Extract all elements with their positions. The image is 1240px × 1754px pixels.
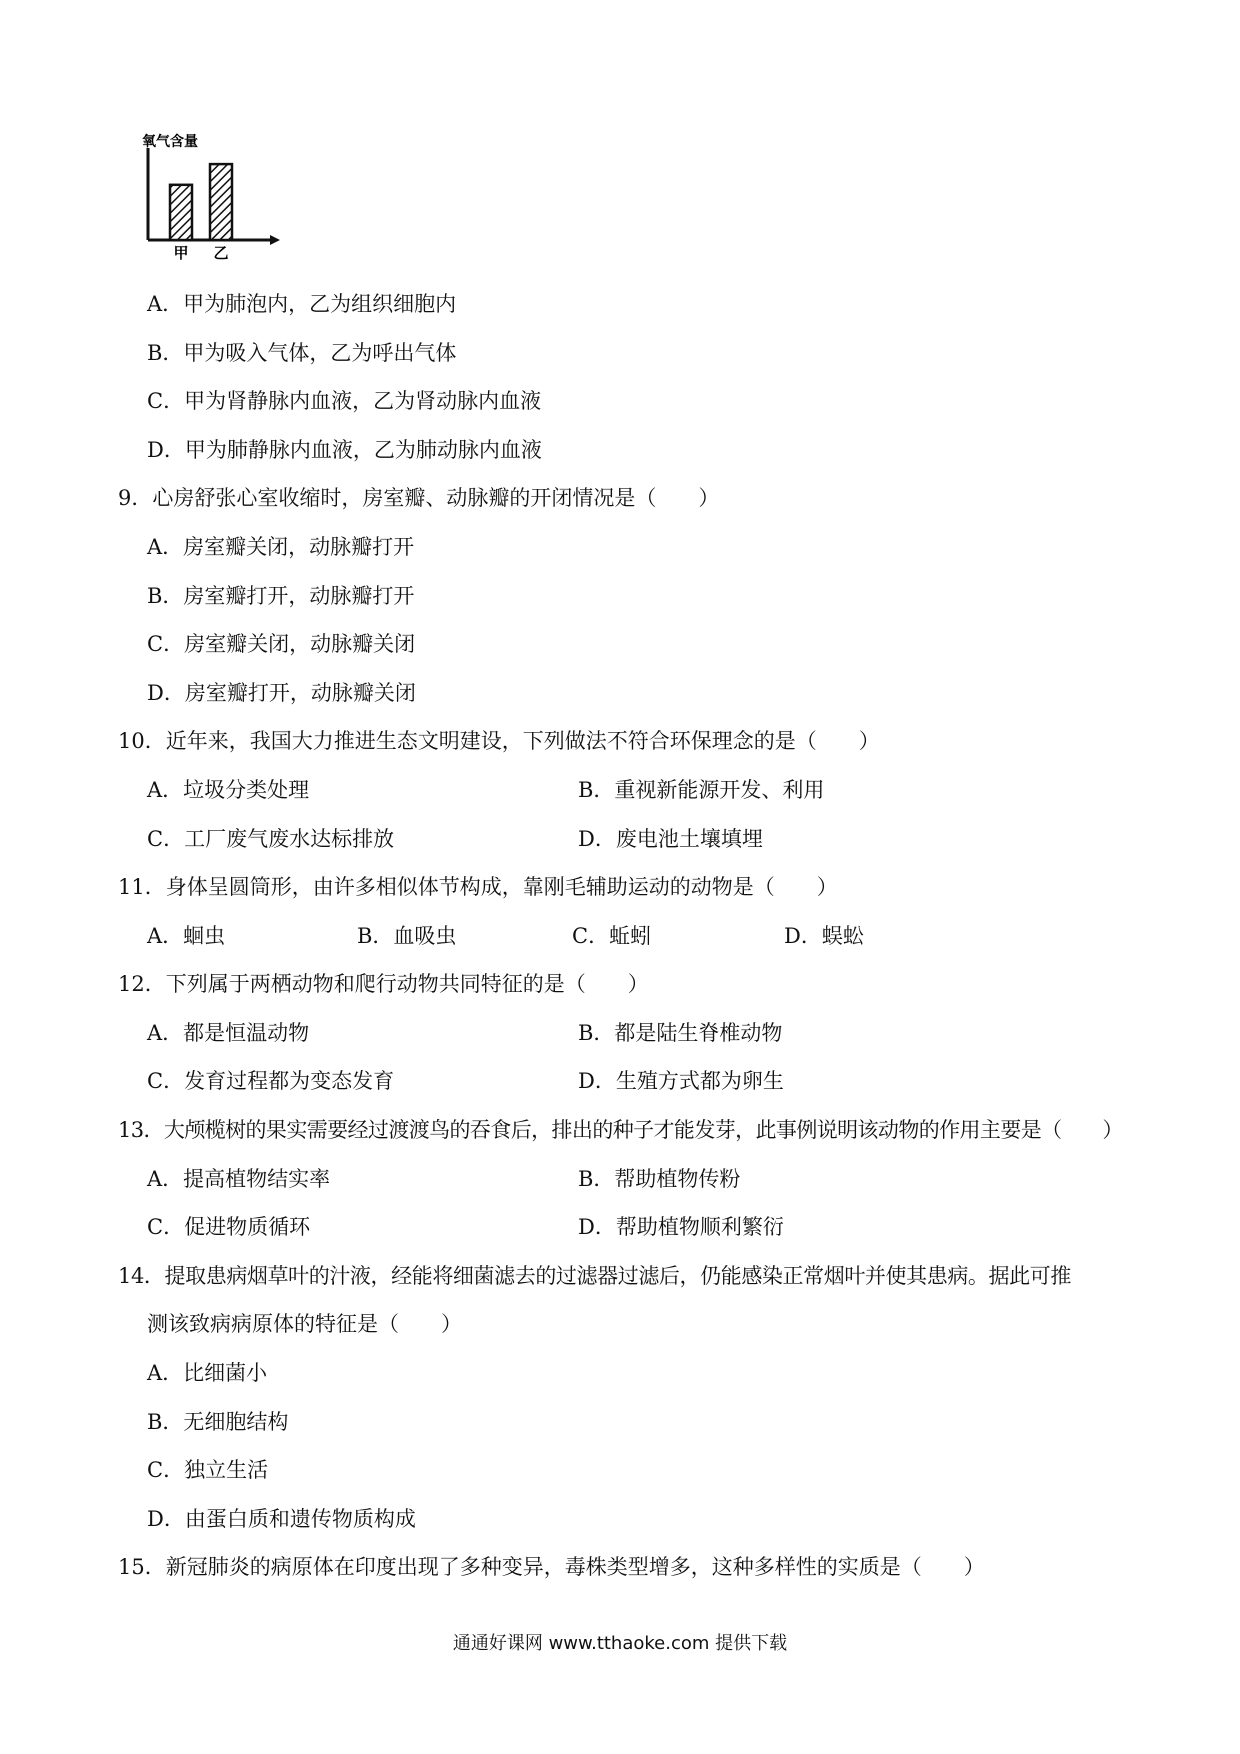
q9-option-b: B．房室瓣打开，动脉瓣打开: [147, 584, 415, 608]
y-axis-label: 氧气含量: [142, 134, 198, 150]
x-tick-label-0: 甲: [173, 244, 189, 262]
q12-option-b: B．都是陆生脊椎动物: [578, 1021, 783, 1045]
q13-stem: 13．大颅榄树的果实需要经过渡渡鸟的吞食后，排出的种子才能发芽，此事例说明该动物的作用主要是（ ）: [118, 1118, 1123, 1142]
q15-stem: 15．新冠肺炎的病原体在印度出现了多种变异，毒株类型增多，这种多样性的实质是（ ）: [118, 1555, 985, 1579]
q11-option-a: A．蛔虫: [147, 924, 226, 948]
q14-option-c: C．独立生活: [147, 1458, 269, 1482]
q11-option-d: D．蜈蚣: [784, 924, 864, 948]
q13-option-a: A．提高植物结实率: [147, 1167, 331, 1191]
q8-option-c: C．甲为肾静脉内血液，乙为肾动脉内血液: [147, 389, 542, 413]
q11-option-b: B．血吸虫: [357, 924, 457, 948]
q9-option-d: D．房室瓣打开，动脉瓣关闭: [147, 681, 416, 705]
q9-option-c: C．房室瓣关闭，动脉瓣关闭: [147, 632, 416, 656]
q11-option-c: C．蚯蚓: [572, 924, 652, 948]
bar-1: [210, 164, 232, 240]
q14-option-d: D．由蛋白质和遗传物质构成: [147, 1507, 416, 1531]
q8-option-b: B．甲为吸入气体，乙为呼出气体: [147, 341, 457, 365]
q14-stem-line1: 14．提取患病烟草叶的汁液，经能将细菌滤去的过滤器过滤后，仍能感染正常烟叶并使其患病。据此可推: [118, 1264, 1071, 1288]
page-footer: 通通好课网 www.tthaoke.com 提供下载: [452, 1633, 788, 1654]
q14-option-b: B．无细胞结构: [147, 1410, 289, 1434]
q9-option-a: A．房室瓣关闭，动脉瓣打开: [147, 535, 415, 559]
q14-stem-line2: 测该致病病原体的特征是（ ）: [147, 1312, 462, 1336]
q8-option-d: D．甲为肺静脉内血液，乙为肺动脉内血液: [147, 438, 542, 462]
x-tick-label-1: 乙: [213, 244, 229, 262]
q8-option-a: A．甲为肺泡内，乙为组织细胞内: [147, 292, 457, 316]
q11-stem: 11．身体呈圆筒形，由许多相似体节构成，靠刚毛辅助运动的动物是（ ）: [118, 875, 838, 899]
q13-option-c: C．促进物质循环: [147, 1215, 311, 1239]
bar-0: [170, 185, 192, 240]
q9-stem: 9．心房舒张心室收缩时，房室瓣、动脉瓣的开闭情况是（ ）: [118, 486, 720, 510]
q12-option-a: A．都是恒温动物: [147, 1021, 310, 1045]
q12-option-d: D．生殖方式都为卵生: [578, 1069, 784, 1093]
x-axis-arrow: [270, 235, 280, 245]
oxygen-bar-chart: [140, 132, 300, 262]
q12-stem: 12．下列属于两栖动物和爬行动物共同特征的是（ ）: [118, 972, 649, 996]
q10-option-c: C．工厂废气废水达标排放: [147, 827, 395, 851]
chart-svg: [140, 132, 300, 262]
q14-option-a: A．比细菌小: [147, 1361, 268, 1385]
q10-option-b: B．重视新能源开发、利用: [578, 778, 825, 802]
q10-option-d: D．废电池土壤填埋: [578, 827, 763, 851]
q12-option-c: C．发育过程都为变态发育: [147, 1069, 395, 1093]
q10-stem: 10．近年来，我国大力推进生态文明建设，下列做法不符合环保理念的是（ ）: [118, 729, 880, 753]
q10-option-a: A．垃圾分类处理: [147, 778, 310, 802]
q13-option-d: D．帮助植物顺利繁衍: [578, 1215, 784, 1239]
q13-option-b: B．帮助植物传粉: [578, 1167, 741, 1191]
